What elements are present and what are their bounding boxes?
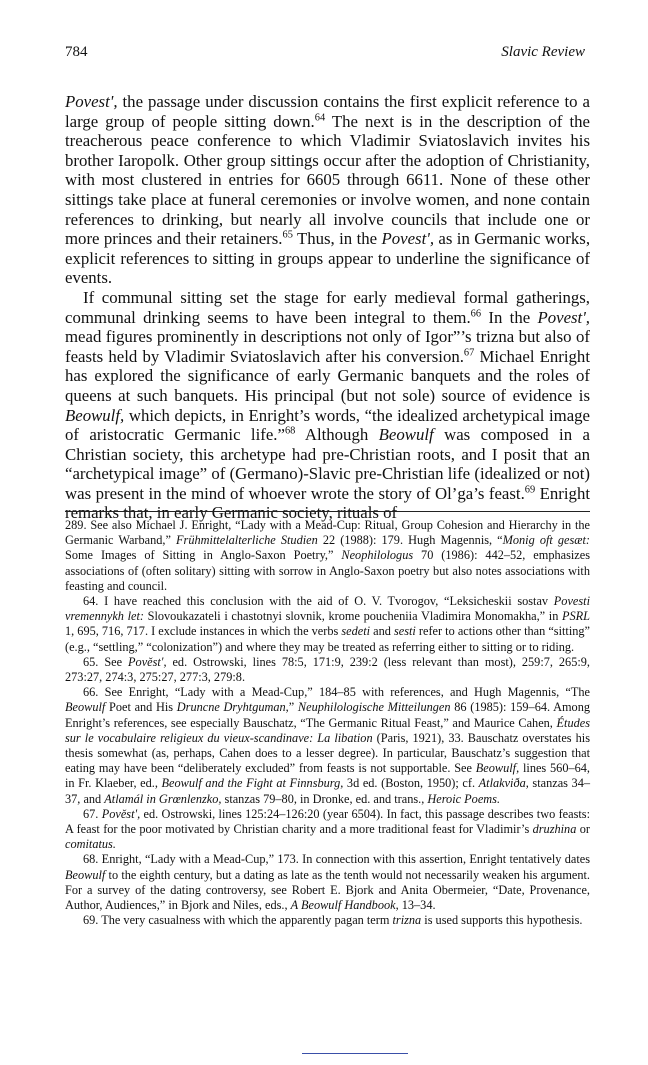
italic-text: Pověst', [128,654,167,669]
footnote [65,807,590,853]
text-run: 13–34. [398,898,436,913]
text-run: is used supports this hypothesis. [421,913,583,928]
text-run: to the eighth century, but a dating as late as the tenth would not necessarily weaken his argument. For a survey of the dating controversy, see Robert E. Bjork and Anita Obermeier, “Date, Provenance, Author, Audiences,” in Bjork and Niles, eds., [65,867,590,913]
text-run: which depicts, in Enright’s words, “the idealized archetypical image of aristocratic Germanic life.” [65,405,590,445]
italic-text: sedeti [341,624,371,639]
italic-text: Atlamál in Grœnlenzko, [104,791,222,806]
text-run: and [370,624,394,639]
text-run: Enright remarks that, in early Germanic society, rituals of [65,483,590,523]
italic-text: Beowulf [65,867,106,882]
text-run: Poet and His [105,700,177,715]
italic-text: trizna [392,913,422,928]
italic-text: Druncne Dryhtguman, [176,700,289,715]
footnote-ref: 67 [463,347,475,359]
footnote [65,655,590,685]
italic-text: A Beowulf Handbook, [290,898,399,913]
italic-text: Frühmittelalterliche Studien [176,533,318,548]
italic-text: Neophilologus [341,548,414,563]
text-run: or [576,822,590,837]
text-run: as in Germanic works, explicit references to sitting in groups appear to underline the significance of events. [65,229,591,288]
text-run: stanzas 79–80, in Dronke, ed. and trans., [221,791,428,806]
journal-title: Slavic Review [501,44,585,60]
italic-text: Povesti vremennykh let: [65,594,590,624]
text-run: The next is in the description of the treacherous peace conference to which Vladimir Sviatoslavich invites his brother Iaropolk. Other group sittings occur after the adoption of Christianity, with most clustered in entries for 6605 through 6611. None of these other sittings take place at funeral ceremonies or involve women, and none contain references to drinking, but nearly all involve councils that include one or more princes and their retainers. [65,111,590,249]
italic-text: Beowulf, [65,405,125,425]
text-run: 86 (1985): 159–64. Among Enright’s references, see especially Bauschatz, “The Germanic Ritual Feast,” and Maurice Cahen, [65,700,590,730]
footnotes [65,518,590,928]
text-run: 66. See Enright, “Lady with a Mead-Cup,” 184–85 with references, and Hugh Magennis, “The [83,685,590,700]
footnote [65,852,590,913]
italic-text: Beowulf, [475,761,520,776]
italic-text: Povest', [537,307,590,327]
italic-text: Beowulf [378,425,434,445]
footnote-ref: 66 [470,307,482,319]
text-run: 1, 695, 716, 717. I exclude instances in which the verbs [65,624,342,639]
text-run: 64. I have reached this conclusion with the aid of O. V. Tvorogov, “Leksicheskii sostav [83,594,554,609]
italic-text: comitatus. [65,837,116,852]
italic-text: Beowulf [65,700,106,715]
running-header [65,44,585,66]
text-run: Thus, in the [292,229,382,249]
italic-text: Monig oft gesæt: [502,533,591,548]
footnote-ref: 65 [282,229,293,241]
italic-text: Pověst', [101,806,141,821]
text-run: Although [295,425,379,445]
text-run: Slovoukazateli i chastotnyi slovnik, krome poucheniia Vladimira Monomakha,” in [143,609,562,624]
italic-text: Neuphilologische Mitteilungen [297,700,451,715]
footnote-ref: 69 [524,484,536,496]
paragraph-2 [65,288,590,523]
text-run: ed. Ostrowski, lines 78:5, 171:9, 239:2 (less relevant than most), 259:7, 265:9, 273:27, 274:3, 275:27, 277:3, 279:8. [65,654,590,685]
text-run: lines 560–64, in Fr. Klaeber, ed., [65,761,590,791]
footnote-ref: 64 [314,112,326,123]
footnote [65,913,590,928]
italic-text: Atlakviða, [478,776,529,791]
paragraph-1 [65,92,590,288]
text-run: ed. Ostrowski, lines 125:24–126:20 (year 6504). In fact, this passage describes two feasts: A feast for the poor motivated by Christian charity and a more traditional feast for Vladimir’s [65,806,590,837]
page-bottom-line [302,1053,408,1054]
text-run: 70 (1986): 442–52, emphasizes associations of (often solitary) sitting with sorrow in Anglo-Saxon poetry but also notes associations with feasting and council. [65,548,590,593]
footnote [65,518,590,594]
text-run: mead figures prominently in descriptions not only of Igor”’s trizna but also of feasts held by Vladimir Sviatoslavich after his conversion. [65,327,590,366]
text-run: Some Images of Sitting in Anglo-Saxon Poetry,” [65,548,342,563]
text-run: 22 (1988): 179. Hugh Magennis, “ [317,533,503,548]
text-run: 289. See also Michael J. Enright, “Lady with a Mead-Cup: Ritual, Group Cohesion and Hierarchy in the Germanic Warband,” [65,518,590,548]
text-run: In the [481,307,538,327]
text-run: If communal sitting set the stage for early medieval formal gatherings, communal drinking seems to have been integral to them. [65,287,590,327]
text-run: (Paris, 1921), 33. Bauschatz overstates his thesis somewhat (as, perhaps, Cahen does to a lesser degree). In particular, Bauschatz’s suggestion that eating may have been “deliberately excluded” from feasts is not supportable. See [65,730,590,776]
text-run: 69. The very casualness with which the apparently pagan term [83,913,393,928]
italic-text: Beowulf and the Fight at Finnsburg, [161,776,344,791]
italic-text: Povest', [381,229,435,249]
text-run: was composed in a Christian society, this archetype had pre-Christian roots, and I posit that an “archetypical image” of (Germano)-Slavic pre-Christian life (idealized or not) was present in the mind of whoever wrote the story of Ol’ga’s feast. [65,425,590,503]
text-run: 68. Enright, “Lady with a Mead-Cup,” 173. In connection with this assertion, Enright tentatively dates [83,852,590,867]
text-run: 65. See [83,654,129,669]
text-run: Michael Enright has explored the significance of early Germanic banquets and the roles of queens at such banquets. His principal (but not sole) source of evidence is [65,346,590,405]
italic-text: PSRL [561,609,590,624]
footnote-rule [65,511,590,512]
italic-text: Povest', [65,92,118,111]
footnote-ref: 68 [284,425,296,437]
text-run: ” [288,700,298,715]
page-number: 784 [65,44,88,60]
footnote [65,685,590,807]
text-run: 67. [83,806,102,821]
text-run: stanzas 34–37, and [65,776,590,806]
text-run: the passage under discussion contains the first explicit reference to a large group of people sitting down. [65,92,590,131]
text-run: 3d ed. (Boston, 1950); cf. [343,776,479,791]
text-run: refer to actions other than “sitting” (e.g., “settling,” “colonization”) and where they may be treated as referring either to sitting or to riding. [65,624,591,654]
italic-text: sesti [393,624,416,639]
italic-text: Heroic Poems. [427,791,501,806]
footnote [65,594,590,655]
main-text [65,92,590,523]
italic-text: Études sur le vocabulaire religieux du vieux-scandinave: La libation [65,715,590,745]
italic-text: druzhina [532,822,577,837]
